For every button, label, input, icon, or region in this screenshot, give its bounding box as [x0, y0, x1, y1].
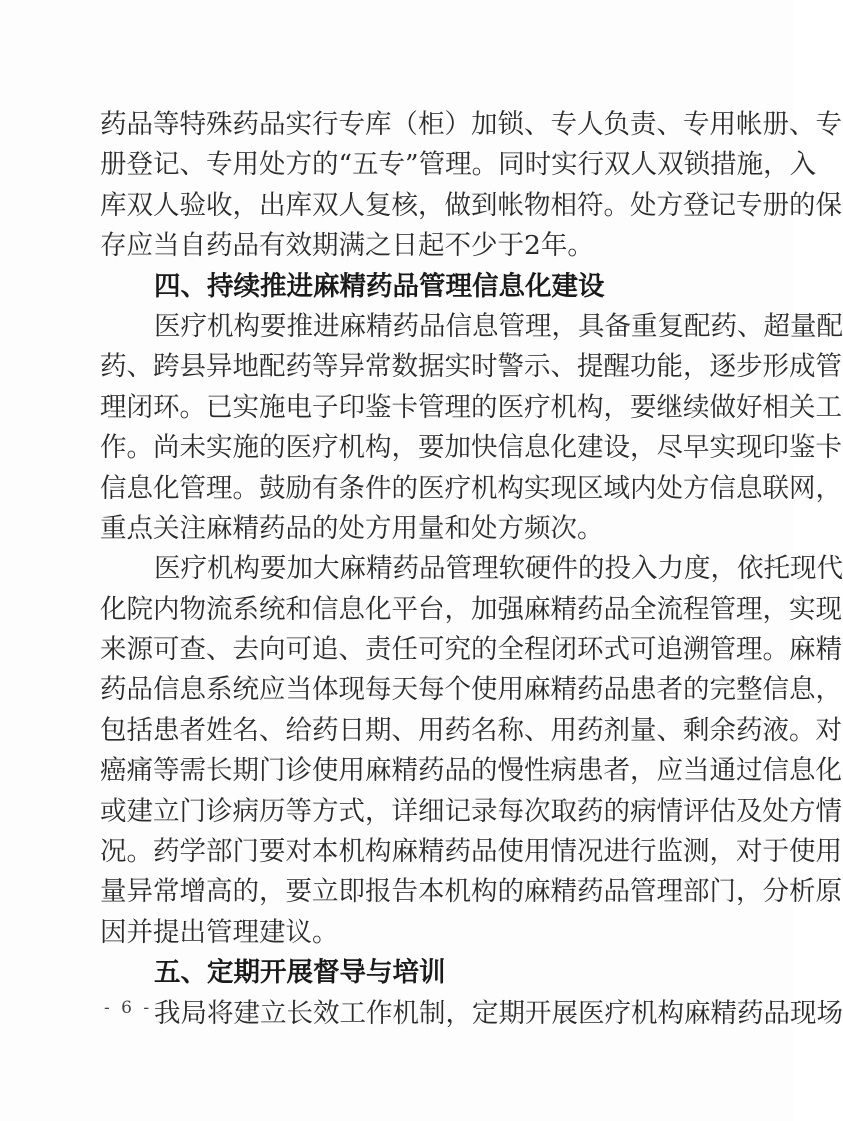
paragraph-line: 我局将建立长效工作机制，定期开展医疗机构麻精药品现场 [154, 997, 843, 1029]
paragraph-line: 包括患者姓名、给药日期、用药名称、用药剂量、剩余药液。对 [100, 714, 842, 746]
paragraph-line: 况。药学部门要对本机构麻精药品使用情况进行监测，对于使用 [100, 836, 842, 868]
paragraph-line: 化院内物流系统和信息化平台，加强麻精药品全流程管理，实现 [100, 593, 842, 625]
paragraph-line: 册登记、专用处方的“五专”管理。同时实行双人双锁措施，入 [100, 149, 817, 181]
section-heading-4: 四、持续推进麻精药品管理信息化建设 [154, 270, 605, 302]
paragraph-line: 来源可查、去向可追、责任可究的全程闭环式可追溯管理。麻精 [100, 634, 842, 666]
section-heading-5: 五、定期开展督导与培训 [154, 957, 446, 989]
document-body [100, 105, 843, 1034]
paragraph-line: 医疗机构要推进麻精药品信息管理，具备重复配药、超量配 [154, 310, 843, 342]
paragraph-line: 理闭环。已实施电子印鉴卡管理的医疗机构，要继续做好相关工 [100, 391, 842, 423]
paragraph-line: 或建立门诊病历等方式，详细记录每次取药的病情评估及处方情 [100, 795, 842, 827]
paragraph-line: 因并提出管理建议。 [100, 916, 339, 948]
paragraph-line: 信息化管理。鼓励有条件的医疗机构实现区域内处方信息联网， [100, 472, 842, 504]
paragraph-line: 医疗机构要加大麻精药品管理软硬件的投入力度，依托现代 [154, 553, 843, 585]
page-number: - 6 - [104, 998, 153, 1018]
paragraph-line: 存应当自药品有效期满之日起不少于2年。 [100, 230, 594, 262]
paragraph-line: 药、跨县异地配药等异常数据实时警示、提醒功能，逐步形成管 [100, 351, 842, 383]
paragraph-line: 库双人验收，出库双人复核，做到帐物相符。处方登记专册的保 [100, 189, 842, 221]
paragraph-line: 重点关注麻精药品的处方用量和处方频次。 [100, 512, 604, 544]
paragraph-line: 癌痛等需长期门诊使用麻精药品的慢性病患者，应当通过信息化 [100, 755, 842, 787]
paragraph-line: 药品信息系统应当体现每天每个使用麻精药品患者的完整信息， [100, 674, 842, 706]
paragraph-line: 药品等特殊药品实行专库（柜）加锁、专人负责、专用帐册、专 [100, 109, 842, 140]
paragraph-line: 作。尚未实施的医疗机构，要加快信息化建设，尽早实现印鉴卡 [100, 432, 842, 464]
paragraph-line: 量异常增高的，要立即报告本机构的麻精药品管理部门，分析原 [100, 876, 842, 908]
